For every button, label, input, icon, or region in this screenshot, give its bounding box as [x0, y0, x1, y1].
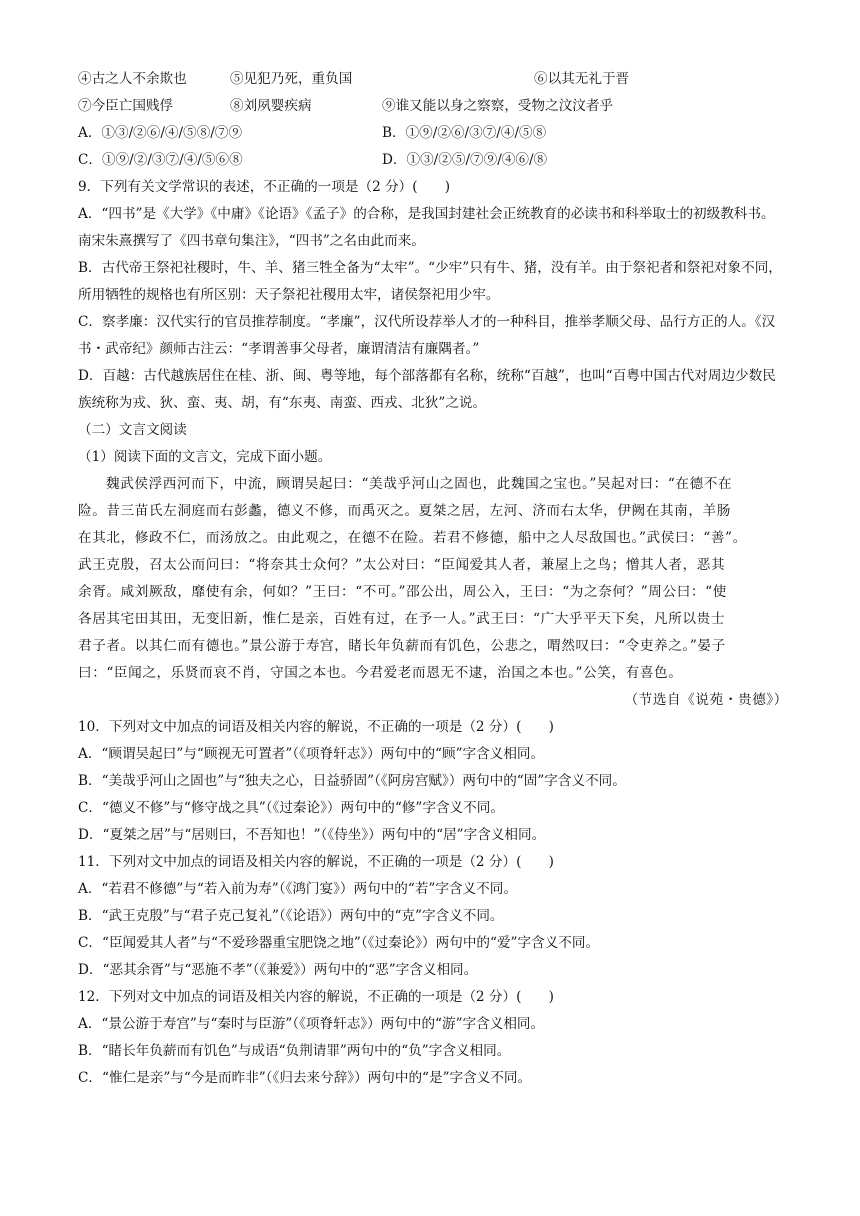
question-11-option-a: A．“若君不修德”与“若入前为寿”（《鸿门宴》）两句中的“若”字含义不同。: [78, 881, 517, 897]
question-12-option-c: C．“惟仁是亲”与“今是而昨非”（《归去来兮辞》）两句中的“是”字含义不同。: [78, 1070, 532, 1086]
question-11-option-b: B．“武王克殷”与“君子克己复礼”（《论语》）两句中的“克”字含义不同。: [78, 908, 504, 924]
option-item: ④古之人不余欺也: [78, 71, 187, 87]
question-10-option-d: D．“夏桀之居”与“居则曰，不吾知也！”（《侍坐》）两句中的“居”字含义相同。: [78, 827, 546, 843]
passage-line: 武王克殷，召太公而问曰：“将奈其士众何？”太公对曰：“臣闻爱其人者，兼屋上之鸟；憎其人者，恶其: [78, 557, 726, 573]
choice-row: [78, 147, 788, 174]
question-11-option-d: D．“恶其余胥”与“恶施不孝”（《兼爱》）两句中的“恶”字含义相同。: [78, 962, 478, 978]
question-12-option-b: B．“睹长年负薪而有饥色”与成语“负荆请罪”两句中的“负”字含义相同。: [78, 1043, 511, 1059]
choice-c: C．①⑨/②/③⑦/④/⑤⑥⑧: [78, 152, 243, 168]
question-11-stem: 11．下列对文中加点的词语及相关内容的解说，不正确的一项是（2 分）( ): [78, 854, 554, 870]
option-item: ⑦今臣亡国贱俘: [78, 98, 174, 114]
question-10-option-a: A．“顾谓吴起曰”与“顾视无可置者”（《项脊轩志》）两句中的“顾”字含义相同。: [78, 746, 545, 762]
passage-line: 魏武侯浮西河而下，中流，顾谓吴起曰：“美哉乎河山之固也，此魏国之宝也。”吴起对曰：“在德不在: [106, 476, 733, 492]
choice-b: B．①⑨/②⑥/③⑦/④/⑤⑧: [382, 125, 547, 141]
question-12-stem: 12．下列对文中加点的词语及相关内容的解说，不正确的一项是（2 分）( ): [78, 989, 554, 1005]
passage-line: 余胥。咸刘厥敌，靡使有余，何如？”王曰：“不可。”邵公出，周公入，王曰：“为之奈何？”周公曰：“使: [78, 584, 727, 600]
question-9-option-b: B．古代帝王祭祀社稷时，牛、羊、猪三牲全备为“太牢”。“少牢”只有牛、猪，没有羊。由于祭祀者和祭祀对象不同，所用牺牲的规格也有所区别：天子祭祀社稷用太牢，诸侯祭祀用少牢。: [78, 260, 782, 303]
passage-line: 君子者。以其仁而有德也。”景公游于寿宫，睹长年负薪而有饥色，公悲之，喟然叹曰：“令吏养之。”晏子: [78, 638, 726, 654]
choice-a: A．①③/②⑥/④/⑤⑧/⑦⑨: [78, 125, 243, 141]
question-12-option-a: A．“景公游于寿宫”与“秦时与臣游”（《项脊轩志》）两句中的“游”字含义相同。: [78, 1016, 545, 1032]
section-heading: （二）文言文阅读: [78, 422, 187, 438]
passage-line: 险。昔三苗氏左洞庭而右彭蠡，德义不修，而禹灭之。夏桀之居，左河、济而右太华，伊阙在其南，羊肠: [78, 503, 731, 519]
option-item: ⑧刘夙婴疾病: [230, 98, 312, 114]
passage-source: （节选自《说苑・贵德》）: [624, 692, 788, 708]
question-9-stem: 9．下列有关文学常识的表述，不正确的一项是（2 分）( ): [78, 179, 451, 195]
passage-line: 曰：“臣闻之，乐贤而哀不肖，守国之本也。今君爱老而恩无不逮，治国之本也。”公笑，有喜色。: [78, 665, 683, 681]
exam-page: [78, 66, 788, 1092]
question-9-option-a: A．“四书”是《大学》《中庸》《论语》《孟子》的合称，是我国封建社会正统教育的必读书和科举取士的初级教科书。南宋朱熹撰写了《四书章句集注》，“四书”之名由此而来。: [78, 206, 775, 249]
option-item: ⑨谁又能以身之察察，受物之汶汶者乎: [382, 98, 614, 114]
option-item: ⑥以其无礼于晋: [534, 71, 630, 87]
option-item: ⑤见犯乃死，重负国: [230, 71, 353, 87]
choice-d: D．①③/②⑤/⑦⑨/④⑥/⑧: [382, 152, 548, 168]
sub-heading: （1）阅读下面的文言文，完成下面小题。: [78, 449, 332, 465]
question-10-option-b: B．“美哉乎河山之固也”与“独夫之心，日益骄固”（《阿房宫赋》）两句中的“固”字含义不同。: [78, 773, 626, 789]
passage: [78, 471, 788, 714]
question-9-option-c: C．察孝廉：汉代实行的官员推荐制度。“孝廉”，汉代所设荐举人才的一种科目，推举孝顺父母、品行方正的人。《汉书・武帝纪》颜师古注云：“孝谓善事父母者，廉谓清洁有廉隅者。”: [78, 314, 776, 357]
question-9-option-d: D．百越：古代越族居住在桂、浙、闽、粤等地，每个部落都有名称，统称“百越”，也叫“百粤中国古代对周边少数民族统称为戎、狄、蛮、夷、胡，有“东夷、南蛮、西戎、北狄”之说。: [78, 368, 776, 411]
question-11-option-c: C．“臣闻爱其人者”与“不爱珍器重宝肥饶之地”（《过秦论》）两句中的“爱”字含义不同。: [78, 935, 600, 951]
options-row-2: [78, 93, 788, 120]
choice-row: [78, 120, 788, 147]
passage-line: 各居其宅田其田，无变旧新，惟仁是亲，百姓有过，在予一人。”武王曰：“广大乎平天下矣，凡所以贵士: [78, 611, 726, 627]
question-10-option-c: C．“德义不修”与“修守战之具”（《过秦论》）两句中的“修”字含义不同。: [78, 800, 504, 816]
question-10-stem: 10．下列对文中加点的词语及相关内容的解说，不正确的一项是（2 分）( ): [78, 719, 554, 735]
passage-line: 在其北，修政不仁，而汤放之。由此观之，在德不在险。若君不修德，船中之人尽敌国也。”武侯曰：“善”。: [78, 530, 747, 546]
options-row-1: [78, 66, 788, 93]
